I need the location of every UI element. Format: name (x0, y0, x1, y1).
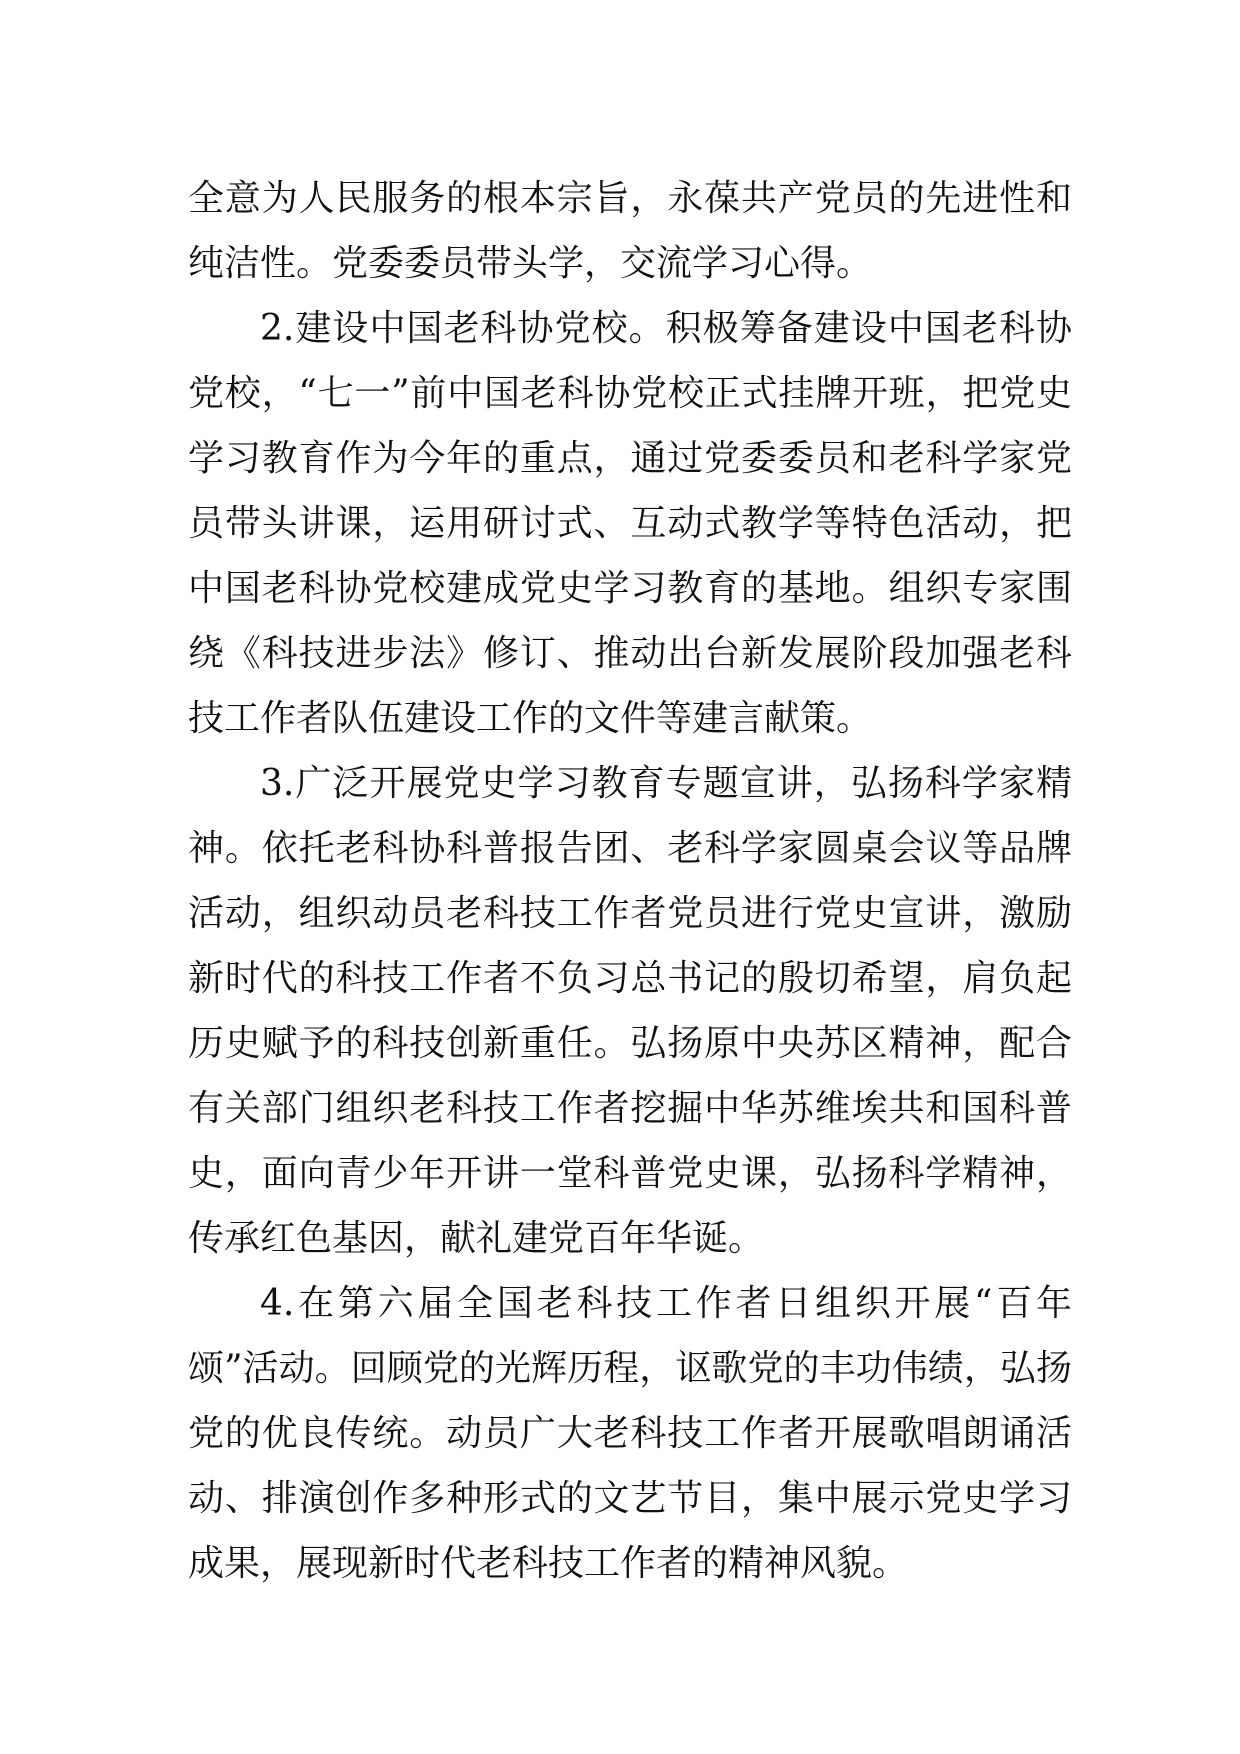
paragraph-item-3: 3.广泛开展党史学习教育专题宣讲，弘扬科学家精神。依托老科协科普报告团、老科学家圆桌会议等品牌活动，组织动员老科技工作者党员进行党史宣讲，激励新时代的科技工作者不负习总书记的殷切希望，肩负起历史赋予的科技创新重任。弘扬原中央苏区精神，配合有关部门组织老科技工作者挖掘中华苏维埃共和国科普史，面向青少年开讲一堂科普党史课，弘扬科学精神，传承红色基因，献礼建党百年华诞。 (188, 763, 1072, 1259)
document-body (188, 166, 1072, 1596)
paragraph-item-2: 2.建设中国老科协党校。积极筹备建设中国老科协党校，“七一”前中国老科协党校正式挂牌开班，把党史学习教育作为今年的重点，通过党委委员和老科学家党员带头讲课，运用研讨式、互动式教学等特色活动，把中国老科协党校建成党史学习教育的基地。组织专家围绕《科技进步法》修订、推动出台新发展阶段加强老科技工作者队伍建设工作的文件等建言献策。 (188, 308, 1072, 739)
paragraph-item-4: 4.在第六届全国老科技工作者日组织开展“百年颂”活动。回顾党的光辉历程，讴歌党的丰功伟绩，弘扬党的优良传统。动员广大老科技工作者开展歌唱朗诵活动、排演创作多种形式的文艺节目，集中展示党史学习成果，展现新时代老科技工作者的精神风貌。 (188, 1283, 1072, 1584)
paragraph-continued: 全意为人民服务的根本宗旨，永葆共产党员的先进性和纯洁性。党委委员带头学，交流学习心得。 (188, 178, 1072, 284)
